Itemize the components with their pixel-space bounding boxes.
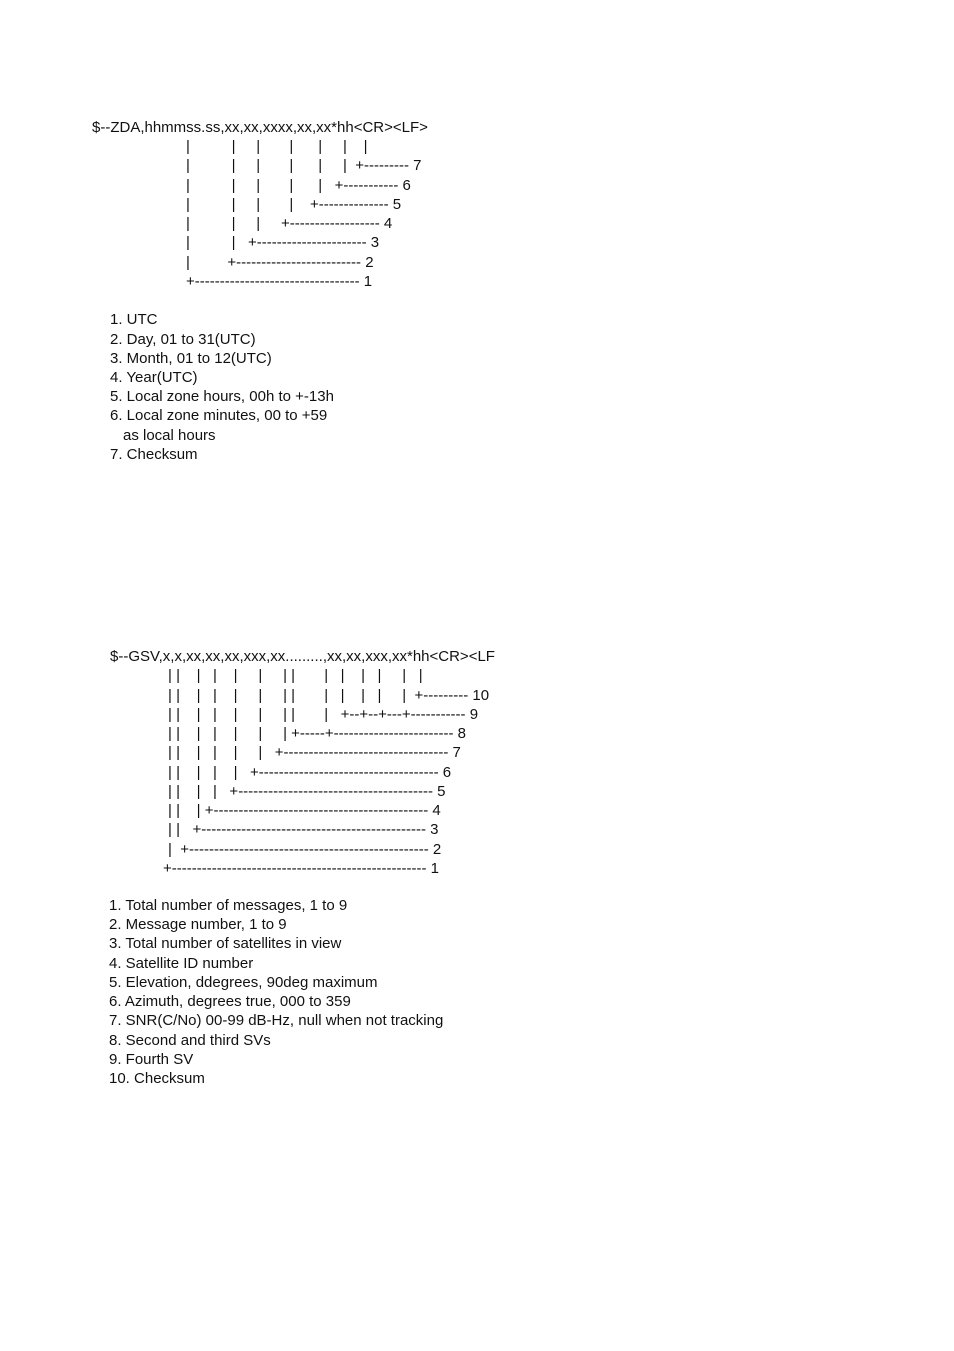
zda-sentence-format: $--ZDA,hhmmss.ss,xx,xx,xxxx,xx,xx*hh<CR><LF>: [92, 119, 428, 136]
gsv-diagram-line: | | | | +--------------------------------------- 5: [168, 783, 446, 800]
zda-diagram-line: | | | | +-------------- 5: [186, 196, 402, 213]
list-item: 6. Local zone minutes, 00 to +59: [110, 407, 328, 424]
list-item: 2. Day, 01 to 31(UTC): [110, 331, 256, 348]
list-item: 1. UTC: [110, 311, 158, 328]
list-item: 7. Checksum: [110, 446, 198, 463]
gsv-diagram-line: | +------------------------------------------------ 2: [168, 841, 442, 858]
gsv-diagram-line: +--------------------------------------------------- 1: [163, 860, 440, 877]
list-item: 8. Second and third SVs: [109, 1032, 271, 1049]
list-item: 10. Checksum: [109, 1070, 205, 1087]
list-item: 3. Month, 01 to 12(UTC): [110, 350, 272, 367]
list-item: 3. Total number of satellites in view: [109, 935, 342, 952]
list-item: 5. Elevation, ddegrees, 90deg maximum: [109, 974, 378, 991]
zda-diagram-line: | | | +------------------ 4: [186, 215, 393, 232]
gsv-diagram-line: | | | | | | | | | | | | | +--------- 10: [168, 687, 490, 704]
gsv-diagram-line: | | | | | | | | | | | | | |: [168, 667, 423, 684]
list-item: as local hours: [123, 427, 216, 444]
gsv-diagram-line: | | +--------------------------------------------- 3: [168, 821, 439, 838]
zda-diagram-line: +--------------------------------- 1: [186, 273, 373, 290]
list-item: 5. Local zone hours, 00h to +-13h: [110, 388, 334, 405]
list-item: 2. Message number, 1 to 9: [109, 916, 287, 933]
list-item: 7. SNR(C/No) 00-99 dB-Hz, null when not tracking: [109, 1012, 444, 1029]
list-item: 1. Total number of messages, 1 to 9: [109, 897, 348, 914]
gsv-diagram-line: | | | | | | | | | +--+--+---+----------- 9: [168, 706, 479, 723]
list-item: 6. Azimuth, degrees true, 000 to 359: [109, 993, 351, 1010]
zda-diagram-line: | +------------------------- 2: [186, 254, 374, 271]
zda-diagram-line: | | | | | | +--------- 7: [186, 157, 422, 174]
gsv-diagram-line: | | | | | +------------------------------------ 6: [168, 764, 452, 781]
list-item: 4. Year(UTC): [110, 369, 198, 386]
zda-diagram-line: | | +---------------------- 3: [186, 234, 380, 251]
list-item: 4. Satellite ID number: [109, 955, 254, 972]
gsv-diagram-line: | | | | | | +--------------------------------- 7: [168, 744, 461, 761]
zda-diagram-line: | | | | | +----------- 6: [186, 177, 411, 194]
zda-diagram-line: | | | | | | |: [186, 138, 368, 155]
gsv-diagram-line: | | | +------------------------------------------- 4: [168, 802, 441, 819]
list-item: 9. Fourth SV: [109, 1051, 194, 1068]
gsv-sentence-format: $--GSV,x,x,xx,xx,xx,xxx,xx.........,xx,xx,xxx,xx*hh<CR><LF: [110, 648, 495, 665]
gsv-diagram-line: | | | | | | | +-----+------------------------ 8: [168, 725, 467, 742]
